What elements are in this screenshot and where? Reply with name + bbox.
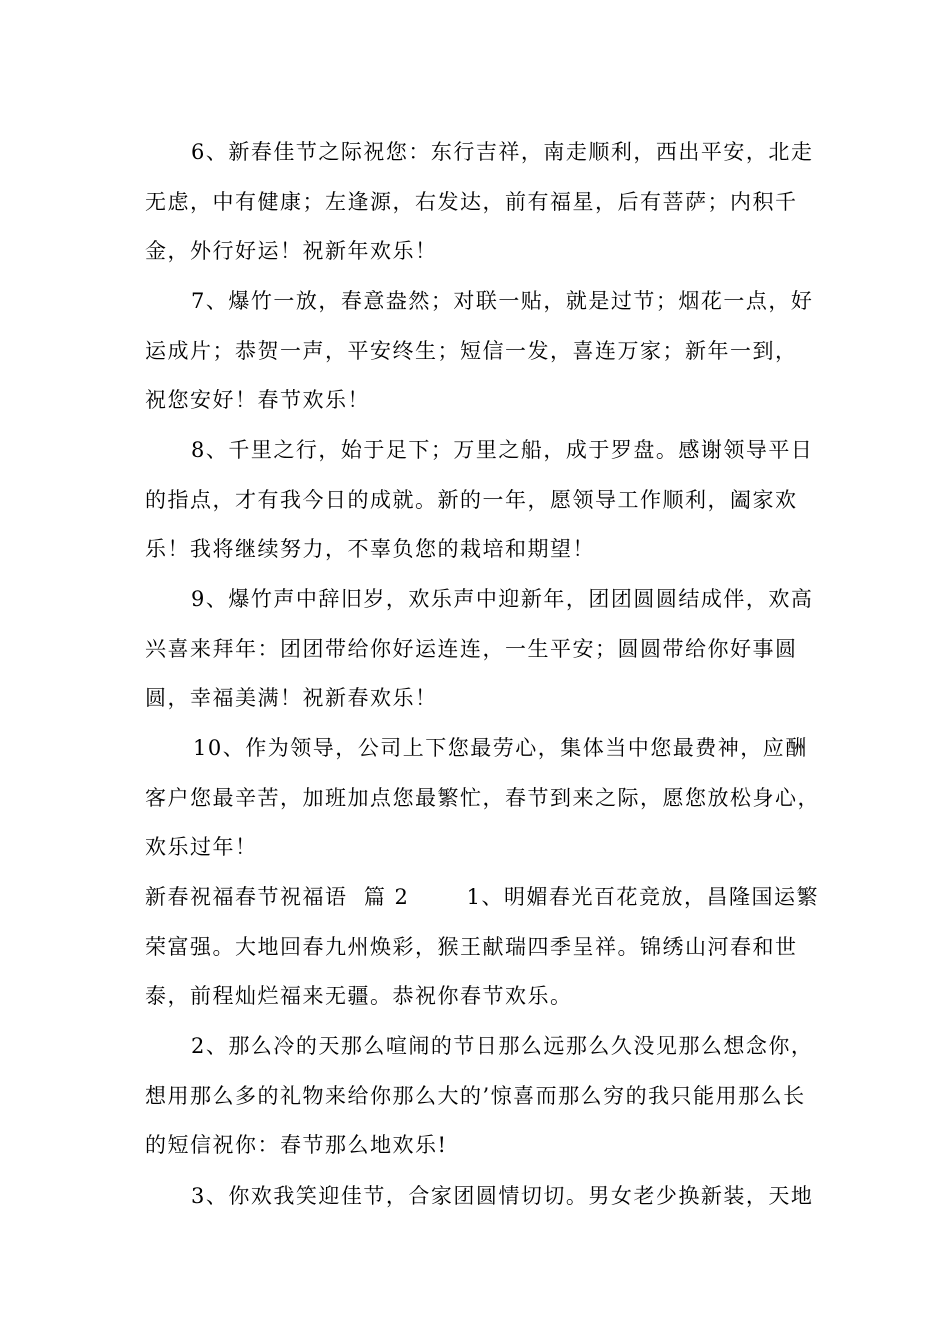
text-line: 泰，前程灿烂福来无疆。恭祝你春节欢乐。	[145, 984, 573, 1008]
text-line: 3、你欢我笑迎佳节，合家团圆情切切。男女老少换新装，天地	[191, 1184, 814, 1208]
text-line: 9、爆竹声中辞旧岁，欢乐声中迎新年，团团圆圆结成伴，欢高	[191, 587, 814, 611]
section-2-paragraph-2	[145, 1022, 815, 1171]
text-line: 运成片；恭贺一声，平安终生；短信一发，喜连万家；新年一到，	[145, 338, 798, 363]
text-line: 无虑，中有健康；左逢源，右发达，前有福星，后有菩萨；内积千	[145, 189, 798, 214]
text-line: 乐！我将继续努力，不辜负您的栽培和期望！	[145, 537, 595, 561]
text-line: 2、那么冷的天那么喧闹的节日那么远那么久没见那么想念你，	[191, 1034, 814, 1058]
section-2-paragraph-3	[145, 1172, 815, 1222]
section-2-paragraph-1	[145, 873, 819, 1022]
text-line: 圆，幸福美满！祝新春欢乐！	[145, 686, 438, 710]
text-line: 的短信祝你：春节那么地欢乐!	[145, 1133, 448, 1157]
text-line: 7、爆竹一放，春意盎然；对联一贴，就是过节；烟花一点，好	[191, 289, 814, 313]
text-line: 6、新春佳节之际祝您：东行吉祥，南走顺利，西出平安，北走	[191, 140, 814, 164]
text-line: 想用那么多的礼物来给你那么大的’惊喜而那么穷的我只能用那么长	[145, 1083, 806, 1108]
paragraph-9	[145, 575, 815, 724]
text-line: 的指点，才有我今日的成就。新的一年，愿领导工作顺利，阖家欢	[145, 487, 798, 512]
text-line: 8、千里之行，始于足下；万里之船，成于罗盘。感谢领导平日	[191, 438, 814, 462]
paragraph-6	[145, 128, 815, 277]
text-line: 荣富强。大地回春九州焕彩，猴王献瑞四季呈祥。锦绣山河春和世	[145, 934, 798, 959]
section-heading-line: 新春祝福春节祝福语 篇 2 1、明媚春光百花竞放，昌隆国运繁	[145, 885, 819, 909]
text-line: 金，外行好运！祝新年欢乐！	[145, 239, 438, 263]
text-line: 祝您安好！春节欢乐！	[145, 388, 370, 412]
paragraph-8	[145, 426, 815, 575]
text-line: 兴喜来拜年：团团带给你好运连连，一生平安；圆圆带给你好事圆	[145, 636, 798, 661]
text-line: 10、作为领导，公司上下您最劳心，集体当中您最费神，应酬	[193, 736, 808, 760]
paragraph-10	[145, 724, 820, 873]
text-line: 欢乐过年！	[145, 835, 258, 859]
text-line: 客户您最辛苦，加班加点您最繁忙，春节到来之际，愿您放松身心，	[145, 785, 820, 810]
paragraph-7	[145, 277, 815, 426]
